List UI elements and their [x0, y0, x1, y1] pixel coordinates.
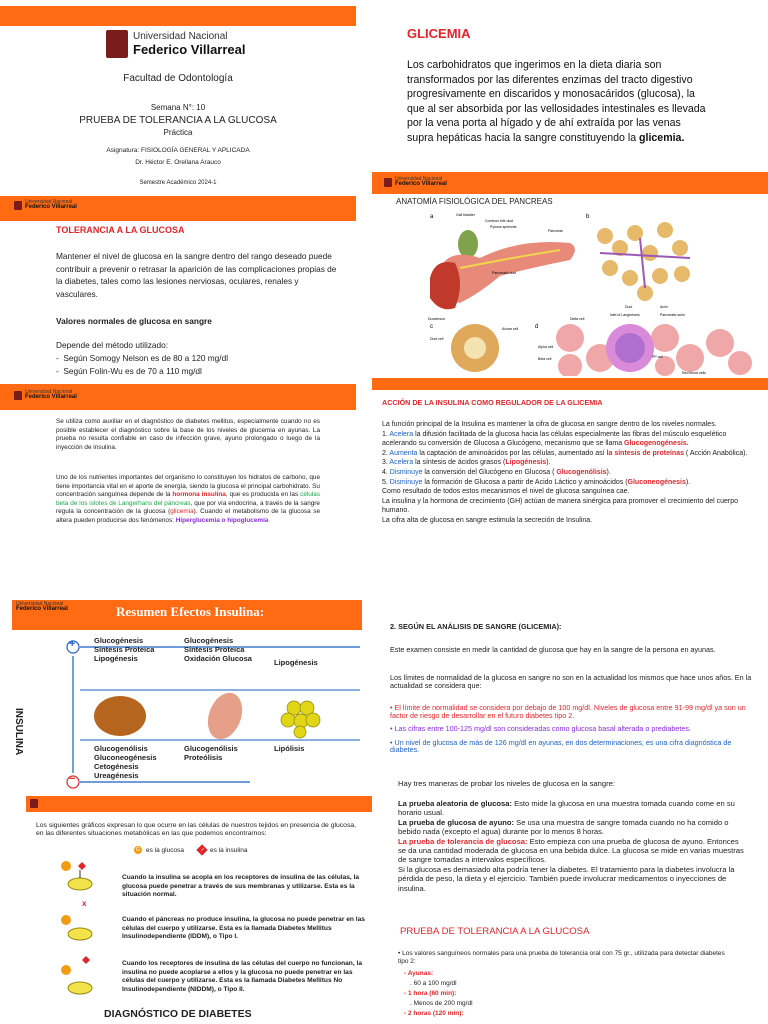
insulin-icon: I [196, 844, 207, 855]
header-logo: Universidad Nacional Federico Villarreal [384, 177, 447, 187]
week: Semana N°: 10 [150, 103, 206, 112]
diagnostico-title: DIAGNÓSTICO DE DIABETES [104, 1008, 252, 1020]
acinus-lumen [464, 337, 486, 359]
manera-item: Si la glucosa es demasiado alta podría tener la diabetes. El tratamiento para la diabetes involucra la pérdida de peso, la dieta y el ejercicio. También puede involucrar medicamentos o inyecciones de insulina. [398, 864, 735, 893]
accion-body: La función principal de la Insulina es mantener la cifra de glucosa en sangre dentro de los niveles normales. 1. Acelera la difusión facilitada de la glucosa hacia las células especialmente las fibras del músculo esquelético acelerando su conversión de Glucosa a Glucógeno, mecanismo que se llama Glucogenogénesis. 2. Aumenta la captación de aminoácidos por las células, aumentado así la síntesis de proteínas ( Acción Anabólica). 3. Acelera la síntesis de ácidos grasos (Lipogénesis). 4. Disminuye la conversión del Glucógeno en Glucosa ( Glucogenólisis). 5. Disminuye la formación de Glucosa a partir de Acido Láctico y aminoácidos (Gluconeogénesis). Como resultado de todos estos mecanismos el nivel de glucosa sanguínea cae. La insulina y la hormona de crecimiento (GH) actúan de manera sinérgica para promover el crecimiento del cuerpo humano. La cifra alta de glucosa en sangre estimula la secreción de Insulina. [382, 420, 760, 526]
accion-item: 2. Aumenta la captación de aminoácidos por las células, aumentado así la síntesis de proteínas ( Acción Anabólica). [382, 449, 748, 457]
slide-diagnostico [0, 796, 372, 1024]
case-2: Cuando el páncreas no produce insulina, la glucosa no puede penetrar en las células del cuerpo y utilizarse. Esta es la llamada Diabetes Mellitus Insulinodependiente (IDDM), o Tipo I. [122, 916, 365, 941]
tolerancia-body: Mantener el nivel de glucosa en la sangre dentro del rango deseado puede contribuir a prevenir o retrasar la aparición de las complicaciones propias de la diabetes, tales como las lesiones nerviosas, oculares, renales y vasculares. [56, 251, 337, 299]
case-3: Cuando los receptores de insulina de las células del cuerpo no funcionan, la insulina no puede acoplarse a ellos y la glucosa no puede penetrar en las células del cuerpo y utilizarse. Esta es la llamada Diabetes Mellitus No Insulinodependiente (NIDDM), o Tipo II. [122, 960, 362, 993]
plus-sign: + [69, 638, 76, 650]
col2-up: Glucogénesis Síntesis Proteica Oxidación Glucosa [184, 636, 252, 663]
top-orange-bar [0, 6, 356, 26]
label-acini: Acini [660, 305, 668, 309]
header-logo [30, 799, 38, 808]
glicemia-heading: GLICEMIA [407, 26, 471, 41]
subtitle: Práctica [163, 128, 193, 137]
header-logo: Universidad Nacional Federico Villarreal [14, 200, 77, 210]
header-logo: Universidad Nacional Federico Villarreal [16, 601, 68, 612]
duodenum-shape [430, 262, 460, 309]
analisis-bullet: • Las cifras entre 100-125 mg/dl son consideradas como glucosa basal alterada o prediabetes. [390, 724, 691, 734]
maneras-intro: Hay tres maneras de probar los niveles de glucosa en la sangre: [398, 779, 615, 788]
resumen-title: Resumen Efectos Insulina: [116, 604, 265, 619]
slide-cover [0, 0, 372, 212]
label-pylorus: Pylorus sphincter [490, 225, 517, 229]
case-1: Cuando la insulina se acopla en los receptores de insulina de las células, la glucosa puede penetrar a través de sus membranas y utilizarse. Esta es la situación normal. [122, 874, 360, 899]
col3-up: Lipogénesis [274, 658, 318, 667]
method-item: - Según Somogy Nelson es de 80 a 120 mg/dl [56, 353, 229, 363]
maneras-body [398, 799, 748, 893]
slide-prueba-tolerancia [386, 916, 768, 1024]
islet-tissue [556, 324, 752, 376]
university-name: Federico Villarreal [133, 42, 246, 57]
legend: G es la glucosa I es la insulina [134, 846, 248, 854]
label-ductcell: Duct cell [430, 337, 444, 341]
slide-tres-maneras [386, 775, 768, 915]
header-orange-bar [372, 378, 768, 390]
label-pp: PP cell [652, 355, 663, 359]
label-delta: Delta cell [570, 317, 585, 321]
semester: Semestre Académico 2024-1 [139, 180, 217, 186]
glicemia-body: Los carbohidratos que ingerimos en la dieta diaria son transformados por las diferentes enzimas del tracto digestivo progresivamente en discaridos y monosacáridos (glucosa), la que al ser absorbida por las vellosidades intestinales es llevada por la vena porta al hígado y de ahí extraída por las venas supra hepáticas hacia la sangre constituyendo la glicemia. [407, 59, 706, 144]
label-alpha: Alpha cell [538, 345, 554, 349]
label-duct: Duct [625, 305, 633, 309]
label-pancreas: Pancreas [548, 229, 563, 233]
col3-down: Lipólisis [274, 744, 305, 753]
slide-tolerancia [0, 196, 372, 392]
crest-icon [384, 178, 392, 187]
anatomia-title: ANATOMÍA FISIOLÓGICA DEL PANCREAS [396, 197, 553, 206]
prueba-title: PRUEBA DE TOLERANCIA A LA GLUCOSA [400, 926, 590, 937]
crest-icon [106, 30, 128, 58]
analisis-p1: Este examen consiste en medir la cantidad de glucosa que hay en la sangre de la persona en ayunas. [390, 645, 716, 654]
crest-icon [14, 391, 22, 400]
label-pduct: Pancreatic duct [492, 271, 517, 275]
label-pacini: Pancreatic acini [660, 313, 685, 317]
label-acinar: Acinar cell [502, 327, 519, 331]
tolerancia-heading: TOLERANCIA A LA GLUCOSA [56, 225, 185, 235]
col2-down: Glucogenólisis Proteólisis [184, 744, 238, 762]
slide-uso [0, 382, 372, 588]
method-item: - Según Folin-Wu es de 70 a 110 mg/dl [56, 365, 202, 376]
svg-text:x: x [82, 899, 87, 908]
analisis-bullets [390, 704, 750, 754]
faculty: Facultad de Odontología [123, 73, 233, 84]
prueba-intro: • Los valores sanguíneos normales para una prueba de tolerancia oral con 75 gr., utilizada para detectar diabetes tipo 2: [398, 950, 725, 965]
label-common: Common bile duct [485, 219, 514, 223]
diagnostico-intro: Los siguientes gráficos expresan lo que ocurre en las células de nuestros tejidos en presencia de glucosa, en las diferentes situaciones metabólicas en las que podemos encontrarnos: [36, 822, 357, 838]
teacher: Dr. Héctor E. Orellana Arauco [135, 159, 221, 166]
analisis-bullet: • El límite de normalidad se considera por debajo de 100 mg/dl. Niveles de glucosa entre 91-99 mg/dl ya son un factor de riesgo de desarrollar en el futuro diabetes tipo 2. [390, 703, 746, 720]
minus-sign: − [69, 773, 76, 785]
accion-title: ACCIÓN DE LA INSULINA COMO REGULADOR DE LA GLICEMIA [382, 398, 603, 407]
crest-icon [30, 799, 38, 808]
manera-item: La prueba aleatoria de glucosa: Esto mide la glucosa en una muestra tomada cuando come en su horario usual. [398, 799, 735, 818]
analisis-title: 2. SEGÚN EL ANÁLISIS DE SANGRE (GLICEMIA): [390, 622, 562, 631]
header-logo: Universidad Nacional Federico Villarreal [14, 390, 77, 400]
liver-icon [94, 696, 146, 736]
label-d: d [535, 324, 539, 330]
label-a: a [430, 214, 434, 220]
islet-core [615, 333, 645, 363]
acini-cluster [597, 222, 690, 301]
slide-glicemia [385, 0, 768, 172]
main-title: PRUEBA DE TOLERANCIA A LA GLUCOSA [79, 115, 277, 126]
analisis-bullet: • Un nivel de glucosa de más de 126 mg/dl en ayunas, en dos determinaciones, es una cifra diagnóstica de diabetes. [390, 737, 732, 755]
manera-item: La prueba de glucosa de ayuno: Se usa una muestra de sangre tomada cuando no ha comido o bebido nada (excepto el agua) durante por lo menos 8 horas. [398, 817, 729, 837]
method-list [56, 352, 228, 377]
analisis-p2: Los límites de normalidad de la glucosa en sangre no son en la actualidad los mismos que hace unos años. En la actualidad se considera que: [390, 673, 752, 690]
slide-analisis [380, 610, 768, 778]
label-duodenum: Duodenum [428, 317, 446, 321]
slide-accion-insulina [372, 378, 768, 588]
label-rbc: Red blood cells [682, 371, 706, 375]
insulina-vertical-label: INSULINA [13, 708, 24, 756]
manera-item: La prueba de tolerancia de glucosa: Esto empieza con una prueba de glucosa de ayuno. Entonces se da una cantidad moderada de glucosa en una bebida dulce. La glucosa se mide en varias muestras de sangre tomadas a intervalos específicos. [398, 836, 744, 865]
col1-down: Glucogenólisis Gluconeogénesis Cetogénesis Ureagénesis [94, 744, 157, 780]
slide-anatomia [372, 172, 768, 378]
accion-item: 1. Acelera la difusión facilitada de la glucosa hacia las células especialmente las fibras del músculo esquelético acelerando su conversión de Glucosa a Glucógeno, mecanismo que se llama Glucogenogénesis. [382, 430, 727, 448]
header-orange-bar [26, 796, 372, 812]
subject: Asignatura: FISIOLOGÍA GENERAL Y APLICADA [106, 147, 250, 154]
accion-item: 3. Acelera la síntesis de ácidos grasos (Lipogénesis). [382, 459, 551, 467]
label-b: b [586, 214, 590, 220]
muscle-icon [202, 688, 248, 744]
label-islet: Islet of Langerhans [610, 313, 640, 317]
university-logo [106, 30, 246, 58]
university-top: Universidad Nacional [133, 31, 228, 42]
accion-item: 5. Disminuye la formación de Glucosa a partir de Acido Láctico y aminoácidos (Gluconeogénesis). [382, 478, 691, 486]
accion-item: 4. Disminuye la conversión del Glucógeno en Glucosa ( Glucogenólisis). [382, 468, 611, 476]
slide-resumen [0, 596, 372, 802]
normal-values-title: Valores normales de glucosa en sangre [56, 316, 212, 326]
gall-bladder-shape [458, 230, 478, 258]
label-gall: Gall bladder [456, 213, 475, 217]
uso-p2: Uno de los nutrientes importantes del organismo lo constituyen los hidratos de carbono, que tiene importancia vital en el aporte de energía, siendo la glucosa el principal carbohidrato. Su concentración sanguínea depende de la hormona insulina, que es producida en las células beta de los islotes de Langerhans del páncreas, que por vía endocrina, a través de la sangre regula la concentración de la glucosa (glicemia). Cuando el metabolismo de la glucosa se altera pueden producirse dos fenómenos: Hiperglucemia o hipoglucemia [56, 474, 321, 524]
col1-up: Glucogénesis Síntesis Proteica Lipogénesis [94, 636, 155, 663]
prueba-values: - Ayunas: . 60 a 100 mg/dl - 1 hora (60 min): . Menos de 200 mg/dl - 2 horas (120 min): [404, 970, 473, 1017]
label-c: c [430, 324, 433, 330]
label-beta: Beta cell [538, 357, 552, 361]
adipose-icon [281, 701, 320, 738]
crest-icon [14, 201, 22, 210]
method-label: Depende del método utilizado: [56, 340, 169, 350]
glucose-icon: G [134, 846, 142, 854]
pancreas-illustration [420, 208, 760, 376]
uso-p1: Se utiliza como auxiliar en el diagnóstico de diabetes mellitus, especialmente cuando no es posible establecer el diagnóstico sobre la base de los niveles de glucemia en ayunas. La prueba no resulta confiable en caso de infección grave, ayuno prolongado o luego de la inyección de insulina. [56, 418, 320, 451]
